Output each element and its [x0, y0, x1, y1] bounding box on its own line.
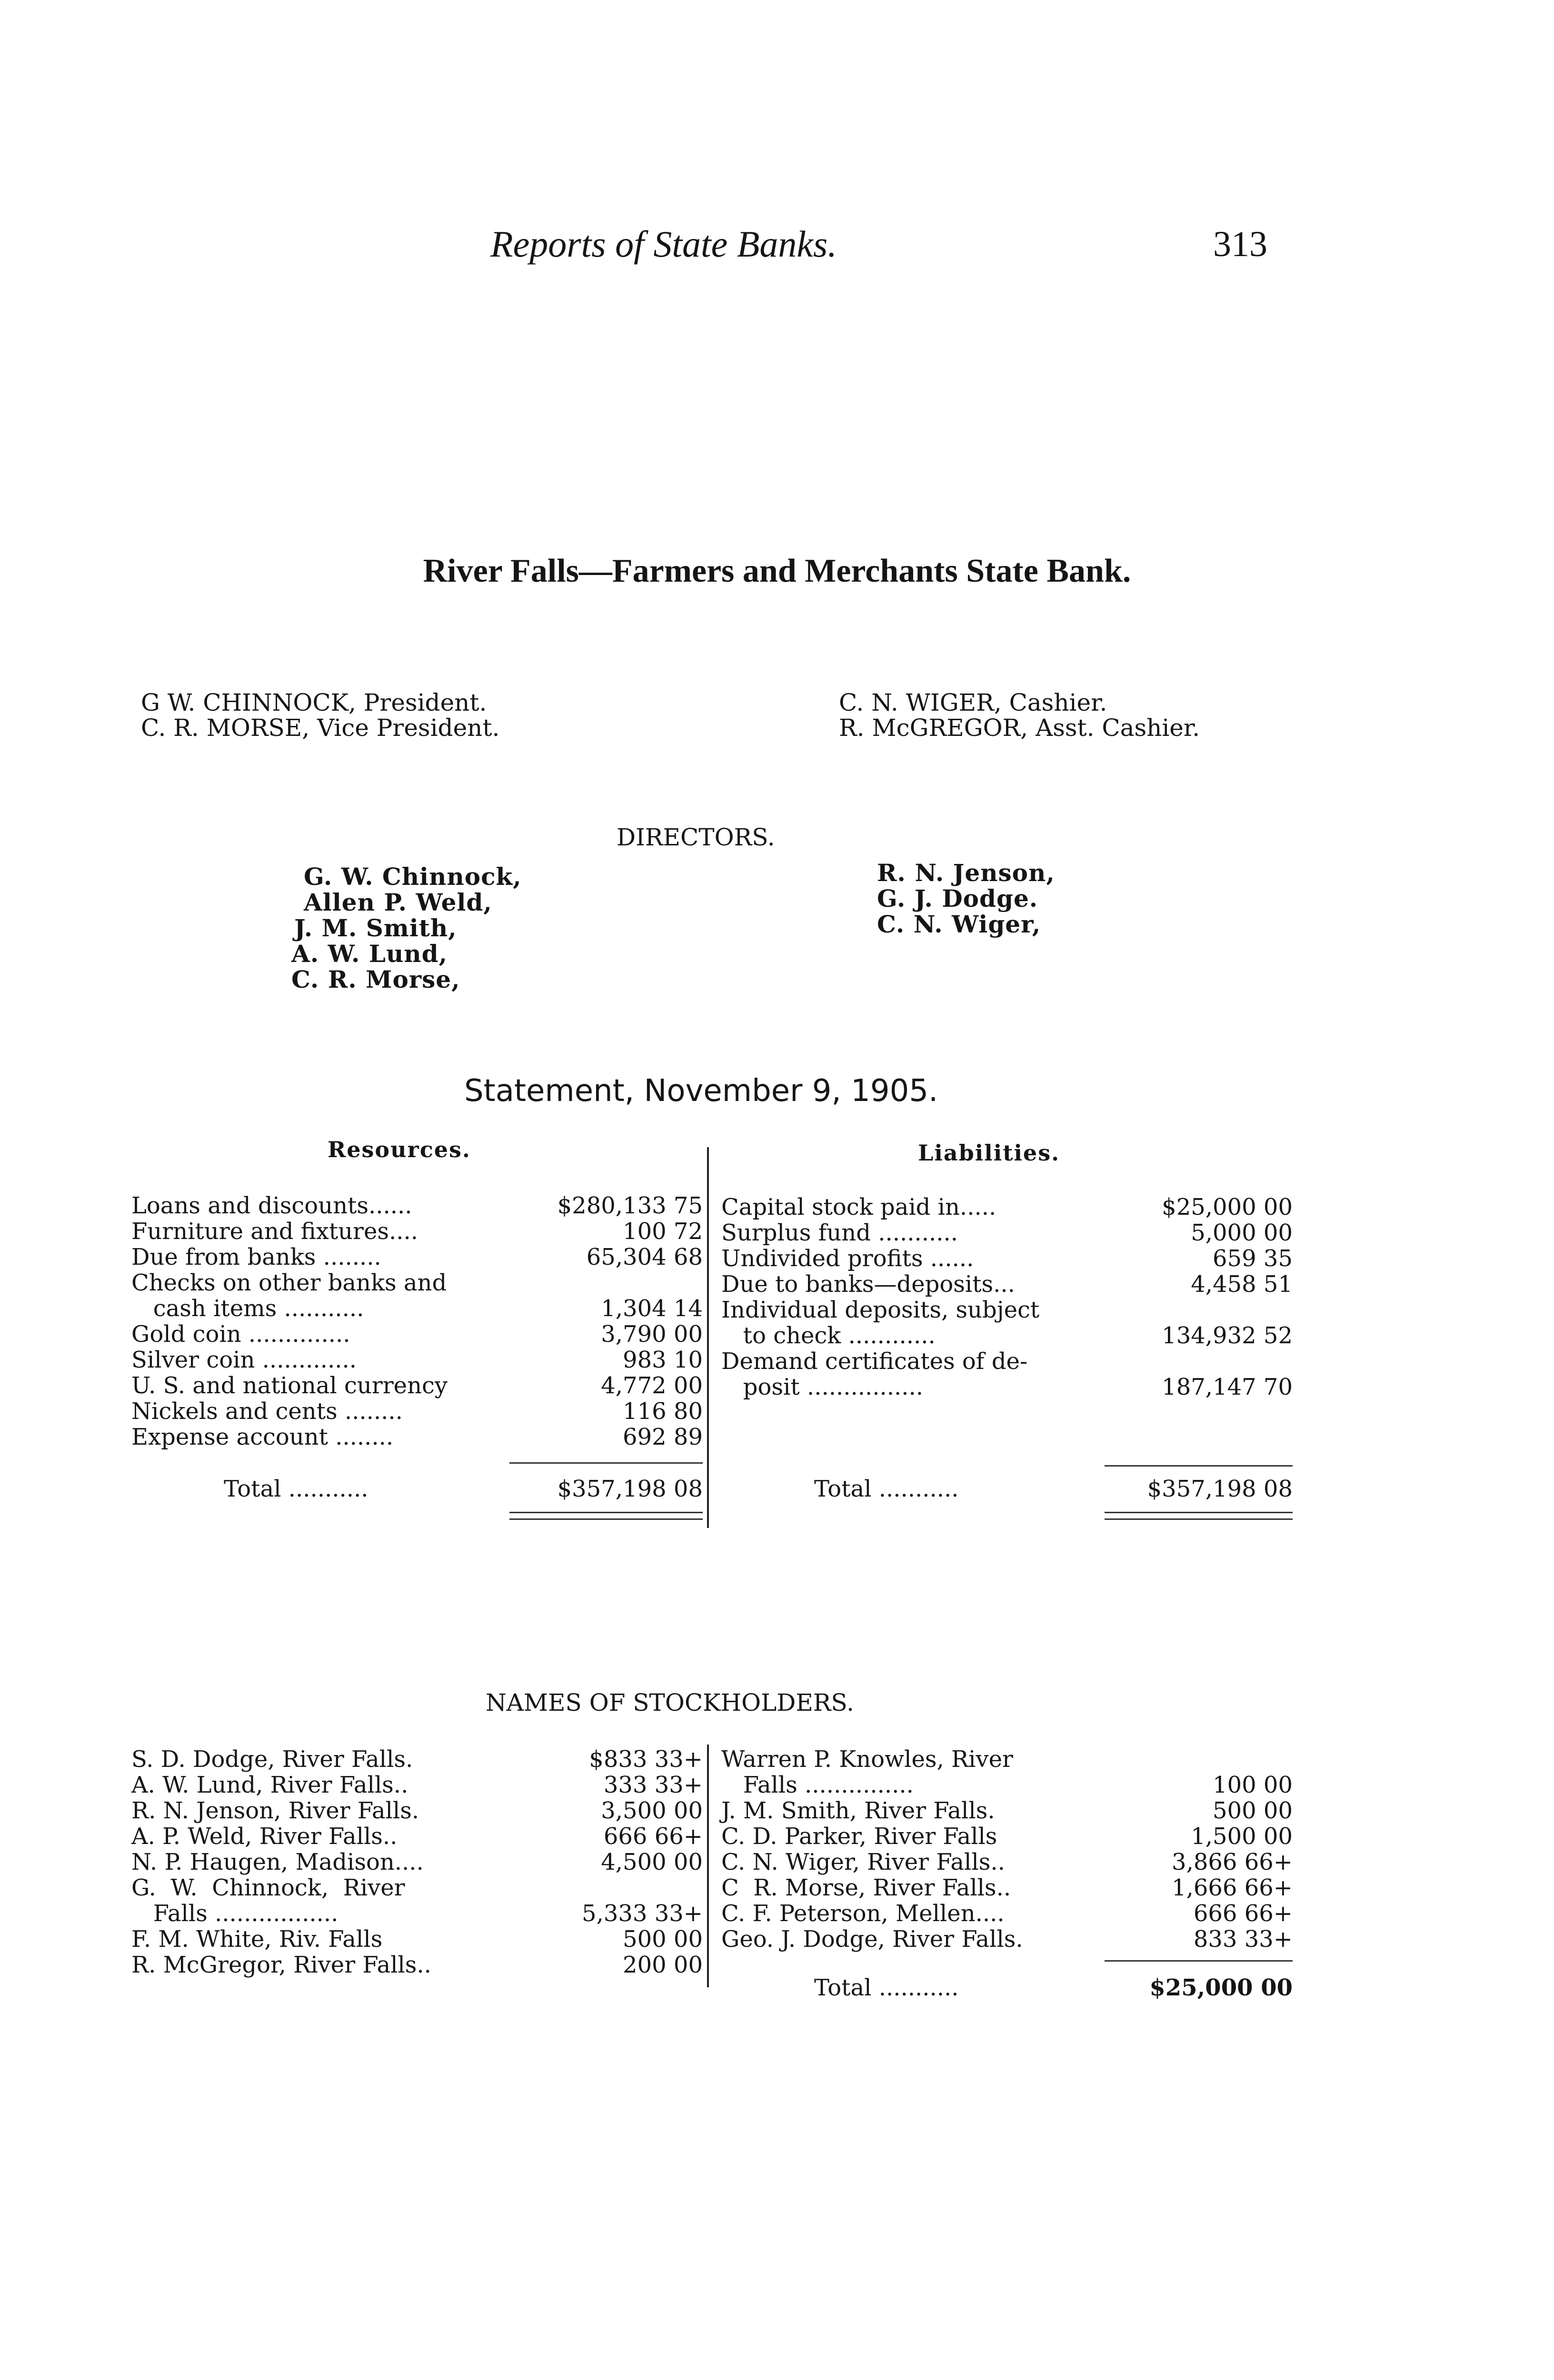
page-number: 313	[1213, 224, 1267, 264]
liabilities-double-rule	[1105, 1518, 1293, 1520]
resources-heading: Resources.	[328, 1137, 471, 1162]
stockholder-row: C. N. Wiger, River Falls.. 3,866 66+	[721, 1849, 1293, 1875]
liability-row: Surplus fund ........... 5,000 00	[721, 1220, 1293, 1246]
resource-row: Furniture and fixtures.... 100 72	[131, 1218, 703, 1245]
director-name: G. W. Chinnock,	[304, 863, 522, 891]
stockholder-row: Falls ................. 5,333 33+	[131, 1900, 703, 1927]
stockholder-row: R. McGregor, River Falls.. 200 00	[131, 1952, 703, 1978]
statement-heading: Statement, November 9, 1905.	[464, 1073, 938, 1109]
liabilities-heading: Liabilities.	[918, 1140, 1060, 1166]
resource-row: Gold coin .............. 3,790 00	[131, 1321, 703, 1348]
director-name: J. M. Smith,	[294, 914, 457, 942]
stockholder-row: Falls ............... 100 00	[721, 1772, 1293, 1798]
officer-cashier: C. N. WIGER, Cashier.	[839, 689, 1107, 716]
resource-row: Checks on other banks and	[131, 1269, 447, 1296]
liability-row: Demand certificates of de-	[721, 1348, 1028, 1375]
page-header	[0, 0, 1554, 286]
liability-row: to check ............ 134,932 52	[721, 1322, 1293, 1349]
resources-double-rule	[509, 1518, 703, 1520]
running-header-title: Reports of State Banks.	[490, 223, 837, 265]
stockholder-row: C R. Morse, River Falls.. 1,666 66+	[721, 1874, 1293, 1901]
liability-row: Undivided profits ...... 659 35	[721, 1245, 1293, 1272]
director-name: Allen P. Weld,	[304, 888, 492, 916]
resource-row: U. S. and national currency 4,772 00	[131, 1372, 703, 1399]
stockholders-divider	[707, 1745, 709, 1987]
stockholder-row: G. W. Chinnock, River	[131, 1874, 405, 1901]
resource-row: Due from banks ........ 65,304 68	[131, 1244, 703, 1270]
stockholders-total-rule	[1105, 1960, 1293, 1962]
director-name: R. N. Jenson,	[877, 859, 1055, 887]
resource-row: cash items ........... 1,304 14	[131, 1295, 703, 1322]
resource-row: Expense account ........ 692 89	[131, 1424, 703, 1450]
stockholder-row: N. P. Haugen, Madison.... 4,500 00	[131, 1849, 703, 1875]
stockholder-row: C. D. Parker, River Falls 1,500 00	[721, 1823, 1293, 1850]
officer-president: G W. CHINNOCK, President.	[141, 689, 487, 716]
resources-total-row: Total ........... $357,198 08	[224, 1476, 703, 1502]
liability-row: Individual deposits, subject	[721, 1297, 1040, 1323]
officer-asst-cashier: R. McGREGOR, Asst. Cashier.	[839, 714, 1200, 742]
stockholder-row: C. F. Peterson, Mellen.... 666 66+	[721, 1900, 1293, 1927]
stockholder-row: R. N. Jenson, River Falls. 3,500 00	[131, 1797, 703, 1824]
liabilities-double-rule	[1105, 1512, 1293, 1513]
officer-vice-president: C. R. MORSE, Vice President.	[141, 714, 500, 742]
director-name: G. J. Dodge.	[877, 884, 1038, 912]
liabilities-total-rule	[1105, 1465, 1293, 1467]
liability-row: posit ................ 187,147 70	[721, 1374, 1293, 1400]
resources-double-rule	[509, 1512, 703, 1513]
liability-row: Due to banks—deposits... 4,458 51	[721, 1271, 1293, 1298]
resources-total-rule	[509, 1462, 703, 1464]
resource-row: Silver coin ............. 983 10	[131, 1347, 703, 1373]
resource-row: Nickels and cents ........ 116 80	[131, 1398, 703, 1425]
stockholders-total-row: Total ........... $25,000 00	[814, 1974, 1293, 2001]
stockholder-row: J. M. Smith, River Falls. 500 00	[721, 1797, 1293, 1824]
bank-title: River Falls—Farmers and Merchants State Bank.	[423, 553, 1131, 589]
liabilities-total-row: Total ........... $357,198 08	[814, 1476, 1293, 1502]
stockholder-row: Warren P. Knowles, River	[721, 1746, 1013, 1773]
liability-row: Capital stock paid in..... $25,000 00	[721, 1194, 1293, 1220]
stockholders-heading: NAMES OF STOCKHOLDERS.	[486, 1689, 854, 1716]
column-divider	[707, 1147, 709, 1528]
stockholder-row: S. D. Dodge, River Falls. $833 33+	[131, 1746, 703, 1773]
stockholder-row: Geo. J. Dodge, River Falls. 833 33+	[721, 1926, 1293, 1953]
stockholder-row: F. M. White, Riv. Falls 500 00	[131, 1926, 703, 1953]
directors-heading: DIRECTORS.	[617, 823, 775, 851]
director-name: A. W. Lund,	[291, 940, 448, 968]
director-name: C. R. Morse,	[291, 965, 460, 993]
stockholder-row: A. P. Weld, River Falls.. 666 66+	[131, 1823, 703, 1850]
resource-row: Loans and discounts...... $280,133 75	[131, 1192, 703, 1219]
director-name: C. N. Wiger,	[877, 910, 1041, 938]
stockholder-row: A. W. Lund, River Falls.. 333 33+	[131, 1772, 703, 1798]
